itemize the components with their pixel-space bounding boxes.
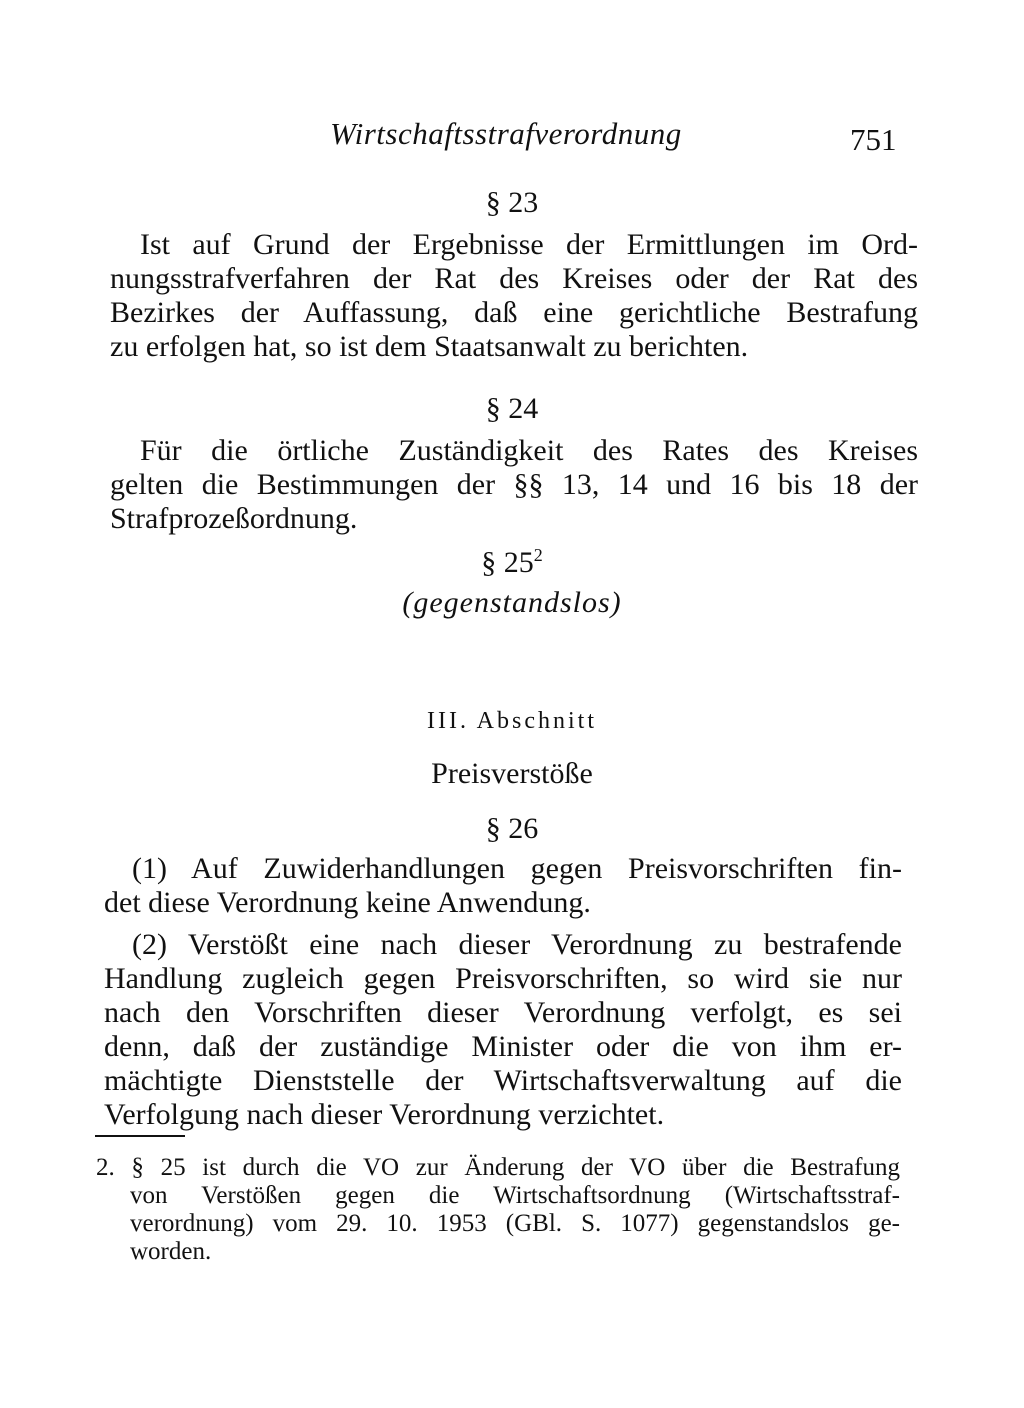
section-26-p2-line: nach den Vorschriften dieser Verordnung verfolgt, es sei bbox=[104, 996, 902, 1029]
section-26-p2-line: mächtigte Dienststelle der Wirtschaftsverwaltung auf die bbox=[104, 1064, 902, 1097]
section-25-heading-text: § 25 bbox=[481, 546, 534, 579]
part-title: Preisverstöße bbox=[431, 757, 593, 790]
footnote-reference: 2 bbox=[533, 545, 543, 565]
page-number: 751 bbox=[850, 122, 897, 157]
section-23-heading: § 23 bbox=[485, 186, 539, 219]
section-23-line: nungsstrafverfahren der Rat des Kreises oder der Rat des bbox=[110, 262, 918, 295]
section-25-note: (gegenstandslos) bbox=[402, 586, 622, 619]
section-23-line: zu erfolgen hat, so ist dem Staatsanwalt zu berichten. bbox=[110, 330, 749, 363]
section-26-p2-line: (2) Verstößt eine nach dieser Verordnung zu bestrafende bbox=[132, 928, 902, 961]
section-26-p2-line: denn, daß der zuständige Minister oder die von ihm er- bbox=[104, 1030, 902, 1063]
footnote-line: verordnung) vom 29. 10. 1953 (GBl. S. 1077) gegenstandslos ge- bbox=[130, 1210, 900, 1237]
section-26-p2-line: Handlung zugleich gegen Preisvorschriften, so wird sie nur bbox=[104, 962, 902, 995]
footnote-divider bbox=[95, 1135, 185, 1137]
section-24-line: gelten die Bestimmungen der §§ 13, 14 und 16 bis 18 der bbox=[110, 468, 918, 501]
section-26-p1-line: det diese Verordnung keine Anwendung. bbox=[104, 886, 591, 919]
running-title: Wirtschaftsstrafverordnung bbox=[330, 116, 682, 151]
section-23-line: Bezirkes der Auffassung, daß eine gerichtliche Bestrafung bbox=[110, 296, 918, 329]
footnote-line: 2. § 25 ist durch die VO zur Änderung der VO über die Bestrafung bbox=[96, 1154, 900, 1181]
section-24-heading: § 24 bbox=[485, 392, 539, 425]
section-26-heading: § 26 bbox=[485, 812, 539, 845]
section-26-p1-line: (1) Auf Zuwiderhandlungen gegen Preisvorschriften fin- bbox=[132, 852, 902, 885]
section-24-line: Strafprozeßordnung. bbox=[110, 502, 358, 535]
section-26-p2-line: Verfolgung nach dieser Verordnung verzichtet. bbox=[104, 1098, 665, 1131]
footnote-line: von Verstößen gegen die Wirtschaftsordnung (Wirtschaftsstraf- bbox=[130, 1182, 900, 1209]
footnote-line: worden. bbox=[130, 1238, 212, 1265]
section-24-line: Für die örtliche Zuständigkeit des Rates des Kreises bbox=[140, 434, 918, 467]
section-25-heading bbox=[0, 546, 1024, 580]
section-23-line: Ist auf Grund der Ergebnisse der Ermittlungen im Ord- bbox=[140, 228, 918, 261]
part-label: III. Abschnitt bbox=[427, 708, 597, 734]
